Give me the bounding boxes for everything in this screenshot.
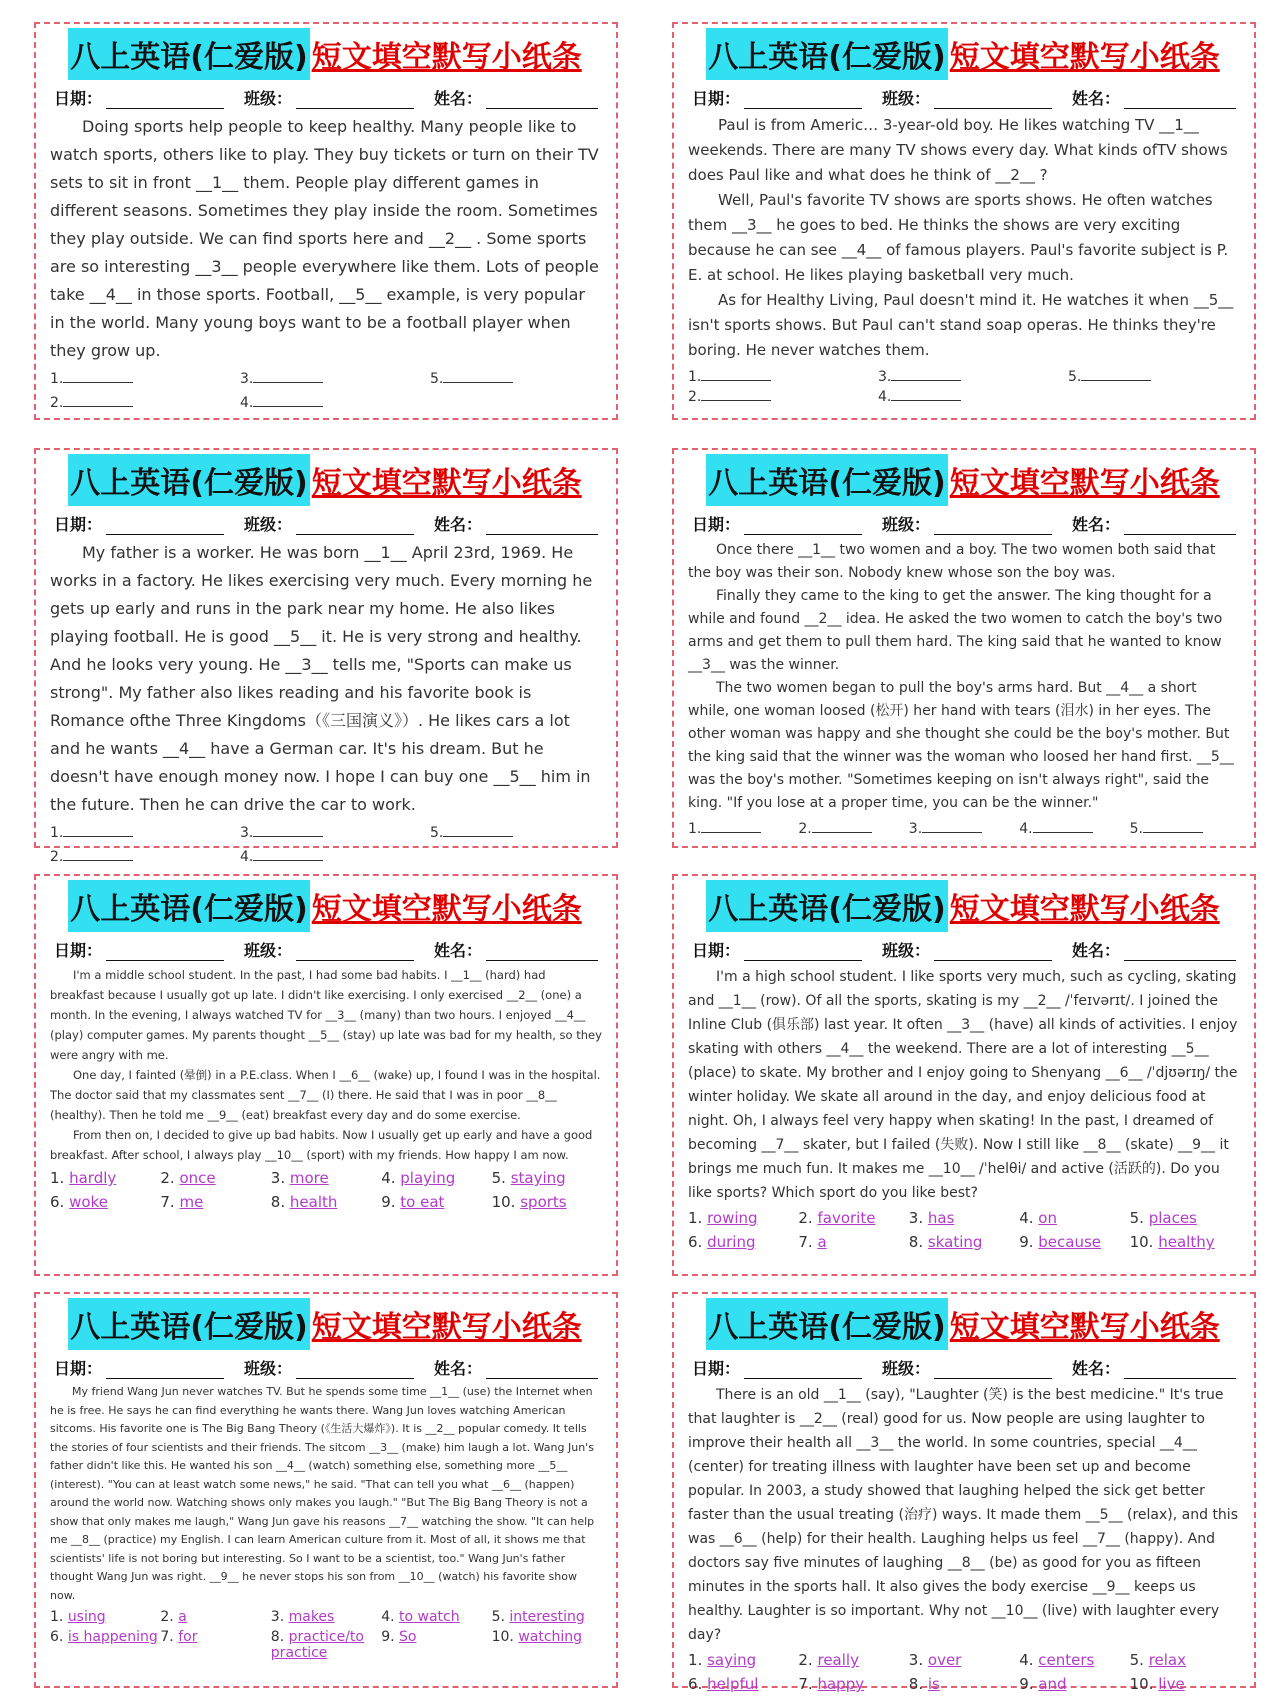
answer-blanks <box>688 821 1240 837</box>
answer-blank[interactable]: 3. <box>240 825 430 841</box>
paragraph: I'm a middle school student. In the past, I had some bad habits. I __1__ (hard) had breakfast because I usually got up late. I didn't like exercising. I only exercised __2__ (one) a month. In the evening, I always watched TV for __3__ (many) than two hours. I enjoyed __4__ (play) computer games. My parents thought __5__ (stay) up late was bad for my health, so they were angry with me. <box>50 968 602 1062</box>
date-label: 日期： <box>54 941 103 960</box>
date-label: 日期： <box>692 941 741 960</box>
answer-key <box>688 1209 1240 1251</box>
paragraph: Paul is from Americ… 3-year-old boy. He likes watching TV __1__ weekends. There are many TV shows every day. What kinds ofTV shows does Paul like and what does he think of __2__ ? <box>688 116 1228 184</box>
answer-key-item: 3. has <box>908 1209 955 1227</box>
class-field[interactable] <box>934 946 1052 961</box>
answer-blank[interactable]: 1. <box>688 821 798 837</box>
class-label: 班级： <box>881 1359 930 1378</box>
info-row <box>54 512 598 535</box>
card-title <box>688 1298 1240 1350</box>
answer-key-item: 1. using <box>50 1609 106 1625</box>
date-field[interactable] <box>106 520 224 535</box>
answer-blanks <box>50 371 602 411</box>
name-field[interactable] <box>1124 1364 1236 1379</box>
worksheet-card-6 <box>672 874 1256 1276</box>
title-part1: 八上英语(仁爱版) <box>706 28 947 80</box>
title-part2: 短文填空默写小纸条 <box>949 1310 1220 1345</box>
title-part2: 短文填空默写小纸条 <box>311 1310 582 1345</box>
answer-key-item: 1. saying <box>688 1651 757 1669</box>
date-field[interactable] <box>744 94 862 109</box>
class-field[interactable] <box>296 946 414 961</box>
info-row <box>692 512 1236 535</box>
info-row <box>54 1356 598 1379</box>
answer-blank[interactable]: 5. <box>430 371 620 387</box>
answer-key-item: 4. on <box>1019 1209 1057 1227</box>
answer-blanks <box>50 825 602 865</box>
answer-key-item: 5. relax <box>1129 1651 1186 1669</box>
class-field[interactable] <box>934 94 1052 109</box>
answer-key-item: 9. to eat <box>381 1193 445 1211</box>
name-label: 姓名： <box>433 1359 482 1378</box>
name-field[interactable] <box>486 946 598 961</box>
passage <box>688 1383 1240 1647</box>
card-title <box>688 880 1240 932</box>
title-part1: 八上英语(仁爱版) <box>68 28 309 80</box>
date-label: 日期： <box>54 515 103 534</box>
info-row <box>54 86 598 109</box>
answer-key-item: 9. and <box>1019 1675 1067 1693</box>
paragraph: From then on, I decided to give up bad habits. Now I usually get up early and have a good breakfast. After school, I always play __10__ (sport) with my friends. How happy I am now. <box>50 1128 593 1162</box>
answer-key-item: 3. makes <box>270 1609 335 1625</box>
answer-blank[interactable]: 3. <box>909 821 1019 837</box>
class-label: 班级： <box>243 515 292 534</box>
answer-key-item: 5. places <box>1129 1209 1197 1227</box>
passage <box>688 539 1240 815</box>
answer-key-item: 1. hardly <box>50 1169 117 1187</box>
answer-blank[interactable]: 2. <box>50 849 240 865</box>
answer-blank[interactable]: 4. <box>1019 821 1129 837</box>
title-part1: 八上英语(仁爱版) <box>68 880 309 932</box>
answer-key-item: 5. interesting <box>491 1609 585 1625</box>
answer-key-item: 2. favorite <box>798 1209 876 1227</box>
answer-blank[interactable]: 2. <box>50 395 240 411</box>
worksheet-card-4 <box>672 448 1256 848</box>
answer-blank[interactable]: 1. <box>50 371 240 387</box>
card-title <box>688 454 1240 506</box>
date-field[interactable] <box>106 1364 224 1379</box>
answer-blank[interactable]: 4. <box>240 849 430 865</box>
name-label: 姓名： <box>433 941 482 960</box>
answer-key-item: 1. rowing <box>688 1209 758 1227</box>
answer-key <box>50 1609 602 1661</box>
title-part2: 短文填空默写小纸条 <box>949 892 1220 927</box>
answer-key-item: 6. during <box>688 1233 756 1251</box>
date-field[interactable] <box>106 946 224 961</box>
answer-key <box>50 1169 602 1211</box>
answer-key-item: 2. really <box>798 1651 859 1669</box>
answer-blank[interactable]: 2. <box>688 389 878 405</box>
class-field[interactable] <box>934 520 1052 535</box>
answer-key-item: 2. a <box>160 1609 187 1625</box>
name-field[interactable] <box>1124 94 1236 109</box>
answer-key-item: 9. because <box>1019 1233 1102 1251</box>
answer-key-item: 3. over <box>908 1651 962 1669</box>
answer-key-item: 6. helpful <box>688 1675 759 1693</box>
name-field[interactable] <box>1124 946 1236 961</box>
answer-key-item: 7. for <box>160 1629 198 1645</box>
date-label: 日期： <box>692 515 741 534</box>
title-part1: 八上英语(仁爱版) <box>706 1298 947 1350</box>
card-title <box>50 28 602 80</box>
answer-blank[interactable]: 3. <box>878 369 1068 385</box>
title-part1: 八上英语(仁爱版) <box>706 880 947 932</box>
answer-key-item: 4. centers <box>1019 1651 1095 1669</box>
title-part2: 短文填空默写小纸条 <box>949 40 1220 75</box>
answer-key-item: 10. watching <box>491 1629 583 1645</box>
answer-blank[interactable]: 5. <box>1068 369 1258 385</box>
card-title <box>688 28 1240 80</box>
worksheet-card-2 <box>672 22 1256 420</box>
answer-key-item: 4. playing <box>381 1169 456 1187</box>
title-part1: 八上英语(仁爱版) <box>68 454 309 506</box>
info-row <box>54 938 598 961</box>
class-field[interactable] <box>296 94 414 109</box>
class-field[interactable] <box>296 520 414 535</box>
title-part1: 八上英语(仁爱版) <box>68 1298 309 1350</box>
date-label: 日期： <box>692 89 741 108</box>
passage <box>50 1383 602 1605</box>
answer-blank[interactable]: 5. <box>430 825 620 841</box>
paragraph: There is an old __1__ (say), "Laughter (笑) is the best medicine." It's true that laughter is __2__ (real) good for us. Now people are using laughter to improve their health all __3__ the world. In some countries, special __4__ (center) for treating illness with laughter have been set up and become popular. In 2003, a study showed that laughing helped the sick get better faster than the usual treating (治疗) ways. It made them __5__ (relax), and this was __6__ (help) for their health. Laughing helps us feel __7__ (happy). And doctors say five minutes of laughing __8__ (be) as good for you as fifteen minutes in the sports hall. It also gives the body exercise __9__ keeps us healthy. Laughter is so important. Why not __10__ (live) with laughter every day? <box>688 1387 1238 1643</box>
paragraph: Doing sports help people to keep healthy. Many people like to watch sports, others like to play. They buy tickets or turn on their TV sets to sit in front __1__ them. People play different games in different seasons. Sometimes they play inside the room. Sometimes they play outside. We can find sports here and __2__ . Some sports are so interesting __3__ people everywhere like them. Lots of people take __4__ in those sports. Football, __5__ example, is very popular in the world. Many young boys want to be a football player when they grow up. <box>50 117 599 360</box>
answer-key-item: 8. is <box>908 1675 940 1693</box>
answer-key-item: 2. once <box>160 1169 216 1187</box>
answer-key-item: 9. So <box>381 1629 417 1645</box>
passage <box>688 113 1240 363</box>
name-field[interactable] <box>486 94 598 109</box>
title-part2: 短文填空默写小纸条 <box>949 466 1220 501</box>
card-title <box>50 880 602 932</box>
answer-key-item: 3. more <box>270 1169 329 1187</box>
name-field[interactable] <box>1124 520 1236 535</box>
date-field[interactable] <box>106 94 224 109</box>
answer-key-item: 10. sports <box>491 1193 567 1211</box>
paragraph: My friend Wang Jun never watches TV. But he spends some time __1__ (use) the Internet when he is free. He says he can find everything he wants there. Wang Jun loves watching American sitcoms. His favorite one is The Big Bang Theory (《生活大爆炸》). It is __2__ popular comedy. It tells the stories of four scientists and their friends. The sitcom __3__ (make) him laugh a lot. Wang Jun's father didn't like this. He wanted his son __4__ (watch) something else, something more __5__ (interest). "You can at least watch some news," he said. "That can tell you what __6__ (happen) around the world now. Watching shows only makes you laugh." "But The Big Bang Theory is not a show that only makes me laugh," Wang Jun gave his reasons __7__ watching the show. "It can help me __8__ (practice) my English. I can learn American culture from it. Most of all, it shows me that scientists' life is not boring but interesting. So I want to be a scientist, too." Wang Jun's father thought Wang Jun was right. __9__ he never stops his son from __10__ (watch) his favorite show now. <box>50 1385 595 1602</box>
answer-blank[interactable]: 1. <box>50 825 240 841</box>
class-label: 班级： <box>881 941 930 960</box>
class-field[interactable] <box>296 1364 414 1379</box>
worksheet-card-3 <box>34 448 618 865</box>
answer-key-item: 7. a <box>798 1233 827 1251</box>
paragraph: Once there __1__ two women and a boy. The two women both said that the boy was their son. Nobody knew whose son the boy was. <box>688 542 1216 581</box>
class-label: 班级： <box>243 1359 292 1378</box>
answer-key <box>688 1651 1240 1693</box>
answer-key-item: 6. woke <box>50 1193 108 1211</box>
paragraph: Well, Paul's favorite TV shows are sports shows. He often watches them __3__ he goes to bed. He thinks the shows are very exciting because he can see __4__ of famous players. Paul's favorite subject is P. E. at school. He likes playing basketball very much. <box>688 191 1229 284</box>
info-row <box>692 86 1236 109</box>
date-label: 日期： <box>54 89 103 108</box>
answer-blank[interactable]: 1. <box>688 369 878 385</box>
class-label: 班级： <box>881 515 930 534</box>
name-label: 姓名： <box>433 515 482 534</box>
paragraph: The two women began to pull the boy's arms hard. But __4__ a short while, one woman loosed (松开) her hand with tears (泪水) in her eyes. The other woman was happy and she thought she could be the boy's mother. But the king said that the winner was the woman who loosed her hand first. __5__ was the boy's mother. "Sometimes keeping on isn't always right", said the king. "If you lose at a proper time, you can be the winner." <box>688 680 1234 811</box>
name-label: 姓名： <box>1071 89 1120 108</box>
answer-blank[interactable]: 4. <box>240 395 430 411</box>
class-label: 班级： <box>243 89 292 108</box>
answer-key-item: 8. health <box>270 1193 338 1211</box>
name-label: 姓名： <box>1071 1359 1120 1378</box>
answer-key-item: 10. healthy <box>1129 1233 1215 1251</box>
paragraph: One day, I fainted (晕倒) in a P.E.class. When I __6__ (wake) up, I found I was in the hospital. The doctor said that my classmates sent __7__ (I) there. He said that I was in poor __8__ (healthy). Then he told me __9__ (eat) breakfast every day and do some exercise. <box>50 1068 601 1122</box>
paragraph: My father is a worker. He was born __1__ April 23rd, 1969. He works in a factory. He likes exercising very much. Every morning he gets up early and runs in the park near my home. He also likes playing football. He is good __5__ it. He is very strong and healthy. And he looks very young. He __3__ tells me, "Sports can make us strong". My father also likes reading and his favorite book is Romance ofthe Three Kingdoms（《三国演义》）. He likes cars a lot and he wants __4__ have a German car. It's his dream. But he doesn't have enough money now. I hope I can buy one __5__ him in the future. Then he can drive the car to work. <box>50 543 593 814</box>
date-field[interactable] <box>744 1364 862 1379</box>
name-field[interactable] <box>486 520 598 535</box>
name-field[interactable] <box>486 1364 598 1379</box>
info-row <box>692 938 1236 961</box>
name-label: 姓名： <box>433 89 482 108</box>
passage <box>50 539 602 819</box>
card-title <box>50 1298 602 1350</box>
card-title <box>50 454 602 506</box>
answer-blank[interactable]: 4. <box>878 389 1068 405</box>
info-row <box>692 1356 1236 1379</box>
title-part2: 短文填空默写小纸条 <box>311 892 582 927</box>
paragraph: I'm a high school student. I like sports very much, such as cycling, skating and __1__ (row). Of all the sports, skating is my __2__ /ˈfeɪvərɪt/. I joined the Inline Club (俱乐部) last year. It often __3__ (have) all kinds of activities. I enjoy skating with others __4__ the weekend. There are a lot of interesting __5__ (place) to skate. My brother and I enjoy going to Shenyang __6__ /ˈdjʊərɪŋ/ the winter holiday. We skate all around in the day, and enjoy delicious food at night. Oh, I always feel very happy when skating! In the past, I dreamed of becoming __7__ skater, but I failed (失败). Now I still like __8__ (skate) __9__ it brings me much fun. It makes me __10__ /ˈhelθi/ and active (活跃的). Do you like sports? Which sport do you like best? <box>688 969 1238 1201</box>
answer-key-item: 6. is happening <box>50 1629 158 1645</box>
answer-blanks <box>688 369 1240 405</box>
answer-blank[interactable]: 5. <box>1130 821 1240 837</box>
worksheet-card-8 <box>672 1292 1256 1693</box>
class-field[interactable] <box>934 1364 1052 1379</box>
passage <box>50 113 602 365</box>
class-label: 班级： <box>243 941 292 960</box>
passage <box>50 965 602 1165</box>
answer-key-item: 7. happy <box>798 1675 865 1693</box>
worksheet-card-5 <box>34 874 618 1276</box>
date-field[interactable] <box>744 520 862 535</box>
paragraph: As for Healthy Living, Paul doesn't mind it. He watches it when __5__ isn't sports shows. But Paul can't stand soap operas. He thinks they're boring. He never watches them. <box>688 291 1234 359</box>
name-label: 姓名： <box>1071 515 1120 534</box>
title-part2: 短文填空默写小纸条 <box>311 40 582 75</box>
answer-key-item: 5. staying <box>491 1169 566 1187</box>
title-part1: 八上英语(仁爱版) <box>706 454 947 506</box>
answer-key-item: 4. to watch <box>381 1609 460 1625</box>
paragraph: Finally they came to the king to get the answer. The king thought for a while and found __2__ idea. He asked the two women to catch the boy's two arms and get them to pull them hard. The king said that he wanted to know __3__ was the winner. <box>688 588 1223 673</box>
date-label: 日期： <box>692 1359 741 1378</box>
worksheet-card-1 <box>34 22 618 420</box>
class-label: 班级： <box>881 89 930 108</box>
answer-key-item: 10. live <box>1129 1675 1185 1693</box>
date-field[interactable] <box>744 946 862 961</box>
name-label: 姓名： <box>1071 941 1120 960</box>
worksheet-card-7 <box>34 1292 618 1688</box>
title-part2: 短文填空默写小纸条 <box>311 466 582 501</box>
answer-blank[interactable]: 2. <box>798 821 908 837</box>
date-label: 日期： <box>54 1359 103 1378</box>
answer-key-item: 7. me <box>160 1193 204 1211</box>
answer-key-item: 8. skating <box>908 1233 983 1251</box>
answer-blank[interactable]: 3. <box>240 371 430 387</box>
passage <box>688 965 1240 1205</box>
answer-key-item: 8. practice/to practice <box>270 1629 364 1661</box>
